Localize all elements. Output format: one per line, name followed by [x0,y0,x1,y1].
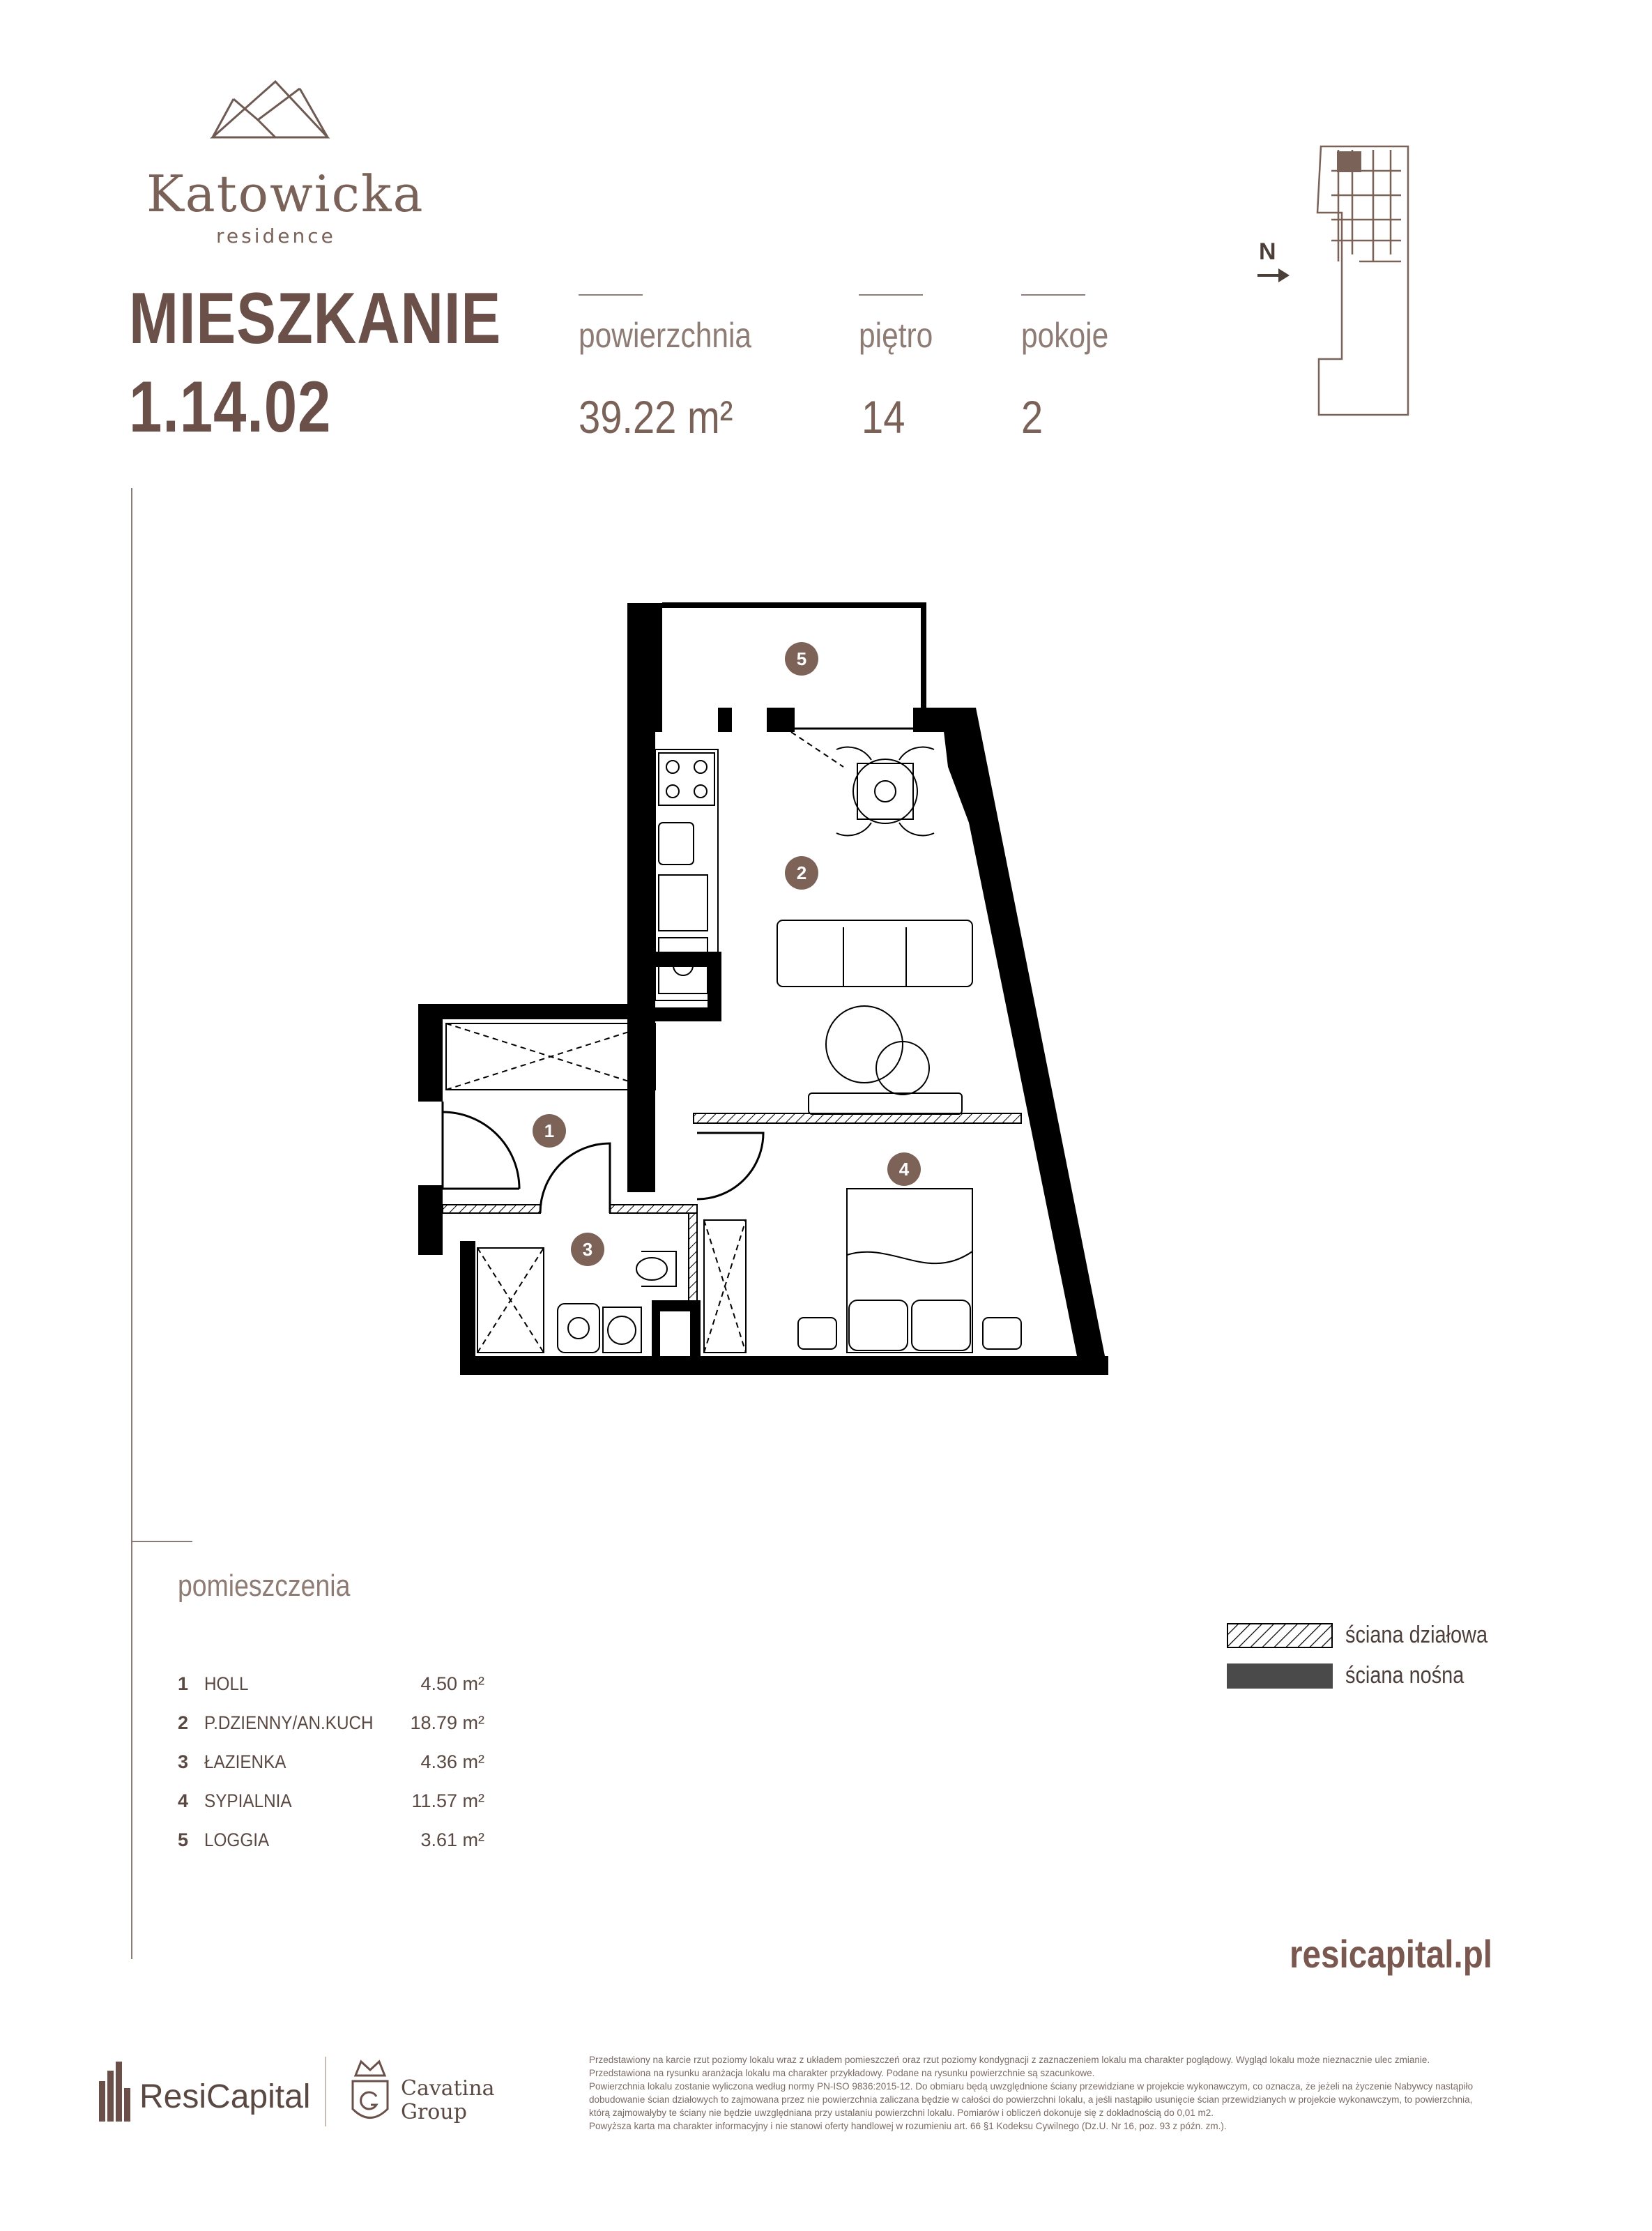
partition-wall-bedroom [694,1113,1021,1123]
rooms-title: pomieszczenia [178,1569,351,1603]
website-link[interactable]: resicapital.pl [1290,1932,1493,1976]
marker-room-3: 3 [582,1239,593,1260]
resicapital-logo-text: ResiCapital [139,2078,311,2115]
legend-partition-swatch [1227,1623,1333,1648]
rooms-value: 2 [1021,391,1043,443]
disclaimer-line-2: Przedstawiona na rysunku aranżacja lokalu ma charakter przykładowy. Podane na rysunku powierzchnie są szacunkowe. [589,2068,1095,2078]
room-row-2: 2 P.DZIENNY/AN.KUCH 18.79 m² [178,1712,484,1733]
resicapital-logo-icon [98,2060,132,2123]
room-row-4: 4 SYPIALNIA 11.57 m² [178,1790,484,1811]
disclaimer-line-1: Przedstawiony na karcie rzut poziomy lokalu wraz z układem pomieszczeń oraz rzut poziomy kondygnacji z zaznaczeniem lokalu ma charakter poglądowy. Wygląd lokalu może nieznacznie ulec zmianie. [589,2055,1430,2065]
logo-divider [325,2057,326,2126]
marker-room-4: 4 [898,1159,910,1180]
room-row-3: 3 ŁAZIENKA 4.36 m² [178,1751,484,1772]
area-rule [579,294,643,296]
compass-north-label: N [1259,238,1276,265]
floor-label: piętro [859,316,933,355]
left-guide-line [131,488,132,1959]
partition-wall-bath [443,1205,540,1213]
apartment-label: MIESZKANIE [129,278,502,359]
room-row-5: 5 LOGGIA 3.61 m² [178,1829,484,1850]
disclaimer-line-4: Powyższa karta ma charakter informacyjny i nie stanowi oferty handlowej w rozumieniu art. 66 §1 Kodeksu Cywilnego (Dz.U. Nr 16, poz. 93 z późn. zm.). [589,2121,1227,2131]
disclaimer-line-3: Powierzchnia lokalu zostanie wyliczona według normy PN-ISO 9836:2015-12. Do obmiaru będą uwzględnione ściany przewidziane w projekcie wykonawczym, co oznacza, że jeżeli na życzenie Nabywcy nastąpiło dobudowanie ścian działowych to zajmowana przez nie powierzchnia zaliczana będzie w całości do powierzchni lokalu, a jeśli nastąpiło usunięcie ścian przewidzianych w projekcie wykonawczym, to powierzchnia, którą zajmowałyby te ściany nie będzie uwzględniana przy ustalaniu powierzchni lokalu. Pomiarów i obliczeń dokonuje się z dokładnością do 0,01 m2. [589,2081,1474,2118]
rooms-label: pokoje [1021,316,1109,355]
disclaimer [589,2053,1481,2133]
brand-subtitle: residence [216,224,336,248]
room-row-1: 1 HOLL 4.50 m² [178,1673,484,1694]
area-value: 39.22 m² [579,391,733,443]
room-markers [533,642,921,1266]
legend-load-bearing-swatch [1227,1663,1333,1689]
rooms-rule [1021,294,1085,296]
katowicka-logo-mountain-icon [209,78,331,142]
marker-room-1: 1 [544,1120,555,1141]
marker-room-5: 5 [796,648,807,669]
legend-partition-label: ściana działowa [1345,1622,1488,1648]
brand-name: Katowicka [146,165,425,223]
rooms-guide-rule [131,1541,192,1542]
floor-rule [859,294,923,296]
floor-value: 14 [862,391,905,443]
cavatina-crest-icon [349,2053,392,2130]
cavatina-logo-line1: Cavatina [401,2076,495,2101]
marker-room-2: 2 [796,862,807,883]
floor-plan [411,600,1129,1387]
legend-load-bearing-label: ściana nośna [1345,1662,1464,1689]
area-label: powierzchnia [579,316,752,355]
apartment-number: 1.14.02 [129,367,332,448]
compass-arrow-icon [1255,265,1297,286]
cavatina-logo-line2: Group [401,2100,467,2124]
building-site-plan [1310,136,1422,422]
